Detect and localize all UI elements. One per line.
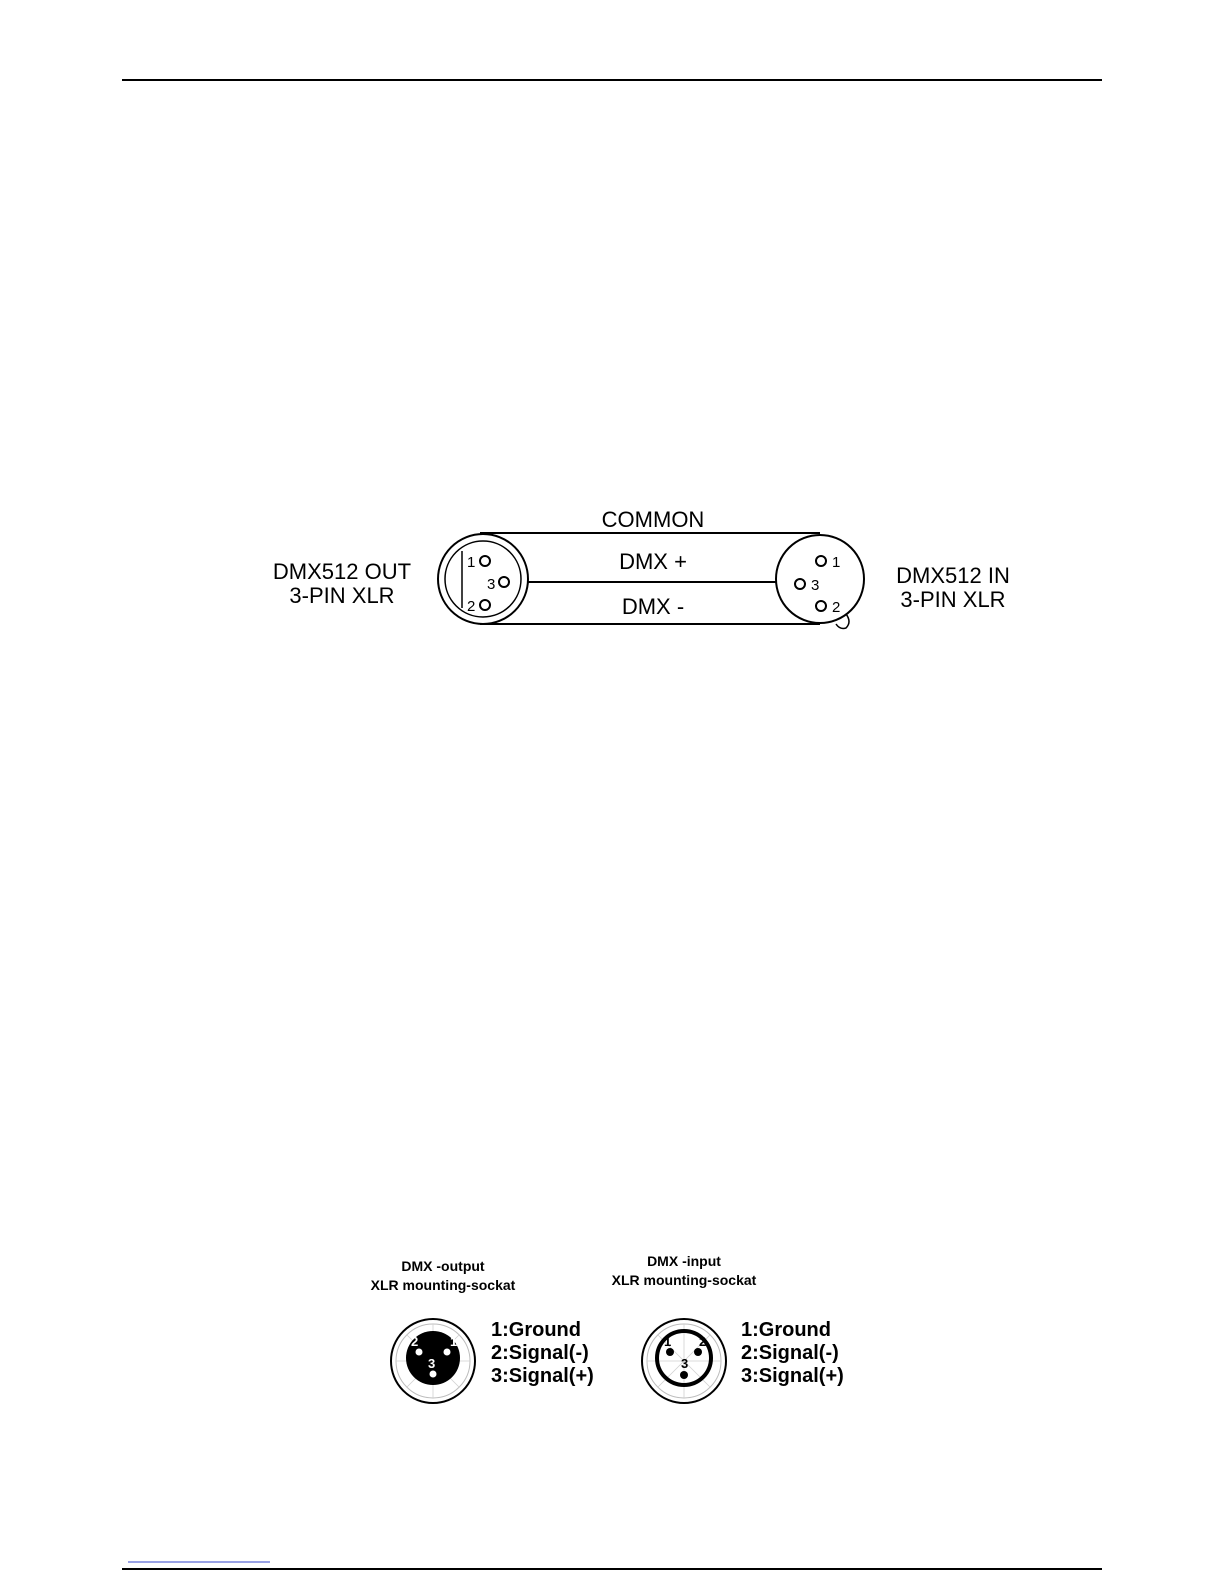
output-pin-2-label: 2 xyxy=(411,1334,419,1349)
right-pin-3 xyxy=(795,579,805,589)
right-pin-3-label: 3 xyxy=(811,577,820,594)
output-socket-face xyxy=(391,1319,475,1403)
input-pin-2 xyxy=(694,1348,702,1356)
left-pin-2 xyxy=(480,600,490,610)
output-legend-1: 1:Ground xyxy=(491,1319,581,1341)
left-pin-1 xyxy=(480,556,490,566)
input-pin-1 xyxy=(666,1348,674,1356)
output-pin-1 xyxy=(444,1349,451,1356)
dmx-cable-diagram xyxy=(273,507,1010,629)
common-label: COMMON xyxy=(601,507,705,532)
left-pin-1-label: 1 xyxy=(467,554,476,571)
output-legend-2: 2:Signal(-) xyxy=(491,1342,589,1364)
output-pin-3-label: 3 xyxy=(428,1356,436,1371)
output-pin-2 xyxy=(416,1349,423,1356)
left-pin-3-label: 3 xyxy=(487,576,496,593)
input-legend-2: 2:Signal(-) xyxy=(741,1342,839,1364)
input-legend-3: 3:Signal(+) xyxy=(741,1365,844,1387)
output-socket-diagram xyxy=(371,1258,594,1403)
right-pin-1 xyxy=(816,556,826,566)
right-pin-2 xyxy=(816,601,826,611)
left-pin-2-label: 2 xyxy=(467,598,476,615)
input-pin-2-label: 2 xyxy=(699,1334,707,1349)
dmx-out-xlr-label: 3-PIN XLR xyxy=(289,583,395,608)
output-socket-subtitle: XLR mounting-sockat xyxy=(370,1277,516,1293)
input-socket-subtitle: XLR mounting-sockat xyxy=(611,1272,757,1288)
input-legend-1: 1:Ground xyxy=(741,1319,831,1341)
right-pin-2-label: 2 xyxy=(832,599,841,616)
output-pin-1-label: 1 xyxy=(450,1334,458,1349)
right-xlr-connector xyxy=(776,535,864,629)
right-pin-1-label: 1 xyxy=(832,554,841,571)
dmx-out-label: DMX512 OUT xyxy=(272,559,412,584)
left-pin-3 xyxy=(499,577,509,587)
output-socket-title: DMX -output xyxy=(401,1258,485,1274)
dmx-plus-label: DMX + xyxy=(619,549,687,574)
input-pin-3 xyxy=(680,1371,688,1379)
dmx-in-xlr-label: 3-PIN XLR xyxy=(900,587,1006,612)
input-socket-diagram xyxy=(612,1253,844,1403)
input-pin-3-label: 3 xyxy=(681,1356,689,1371)
input-socket-title: DMX -input xyxy=(647,1253,721,1269)
dmx-minus-label: DMX - xyxy=(621,594,685,619)
dmx-in-label: DMX512 IN xyxy=(896,563,1010,588)
input-pin-1-label: 1 xyxy=(664,1334,672,1349)
output-pin-3 xyxy=(430,1371,437,1378)
left-xlr-connector xyxy=(438,534,528,624)
input-socket-face xyxy=(642,1319,726,1403)
output-legend-3: 3:Signal(+) xyxy=(491,1365,594,1387)
